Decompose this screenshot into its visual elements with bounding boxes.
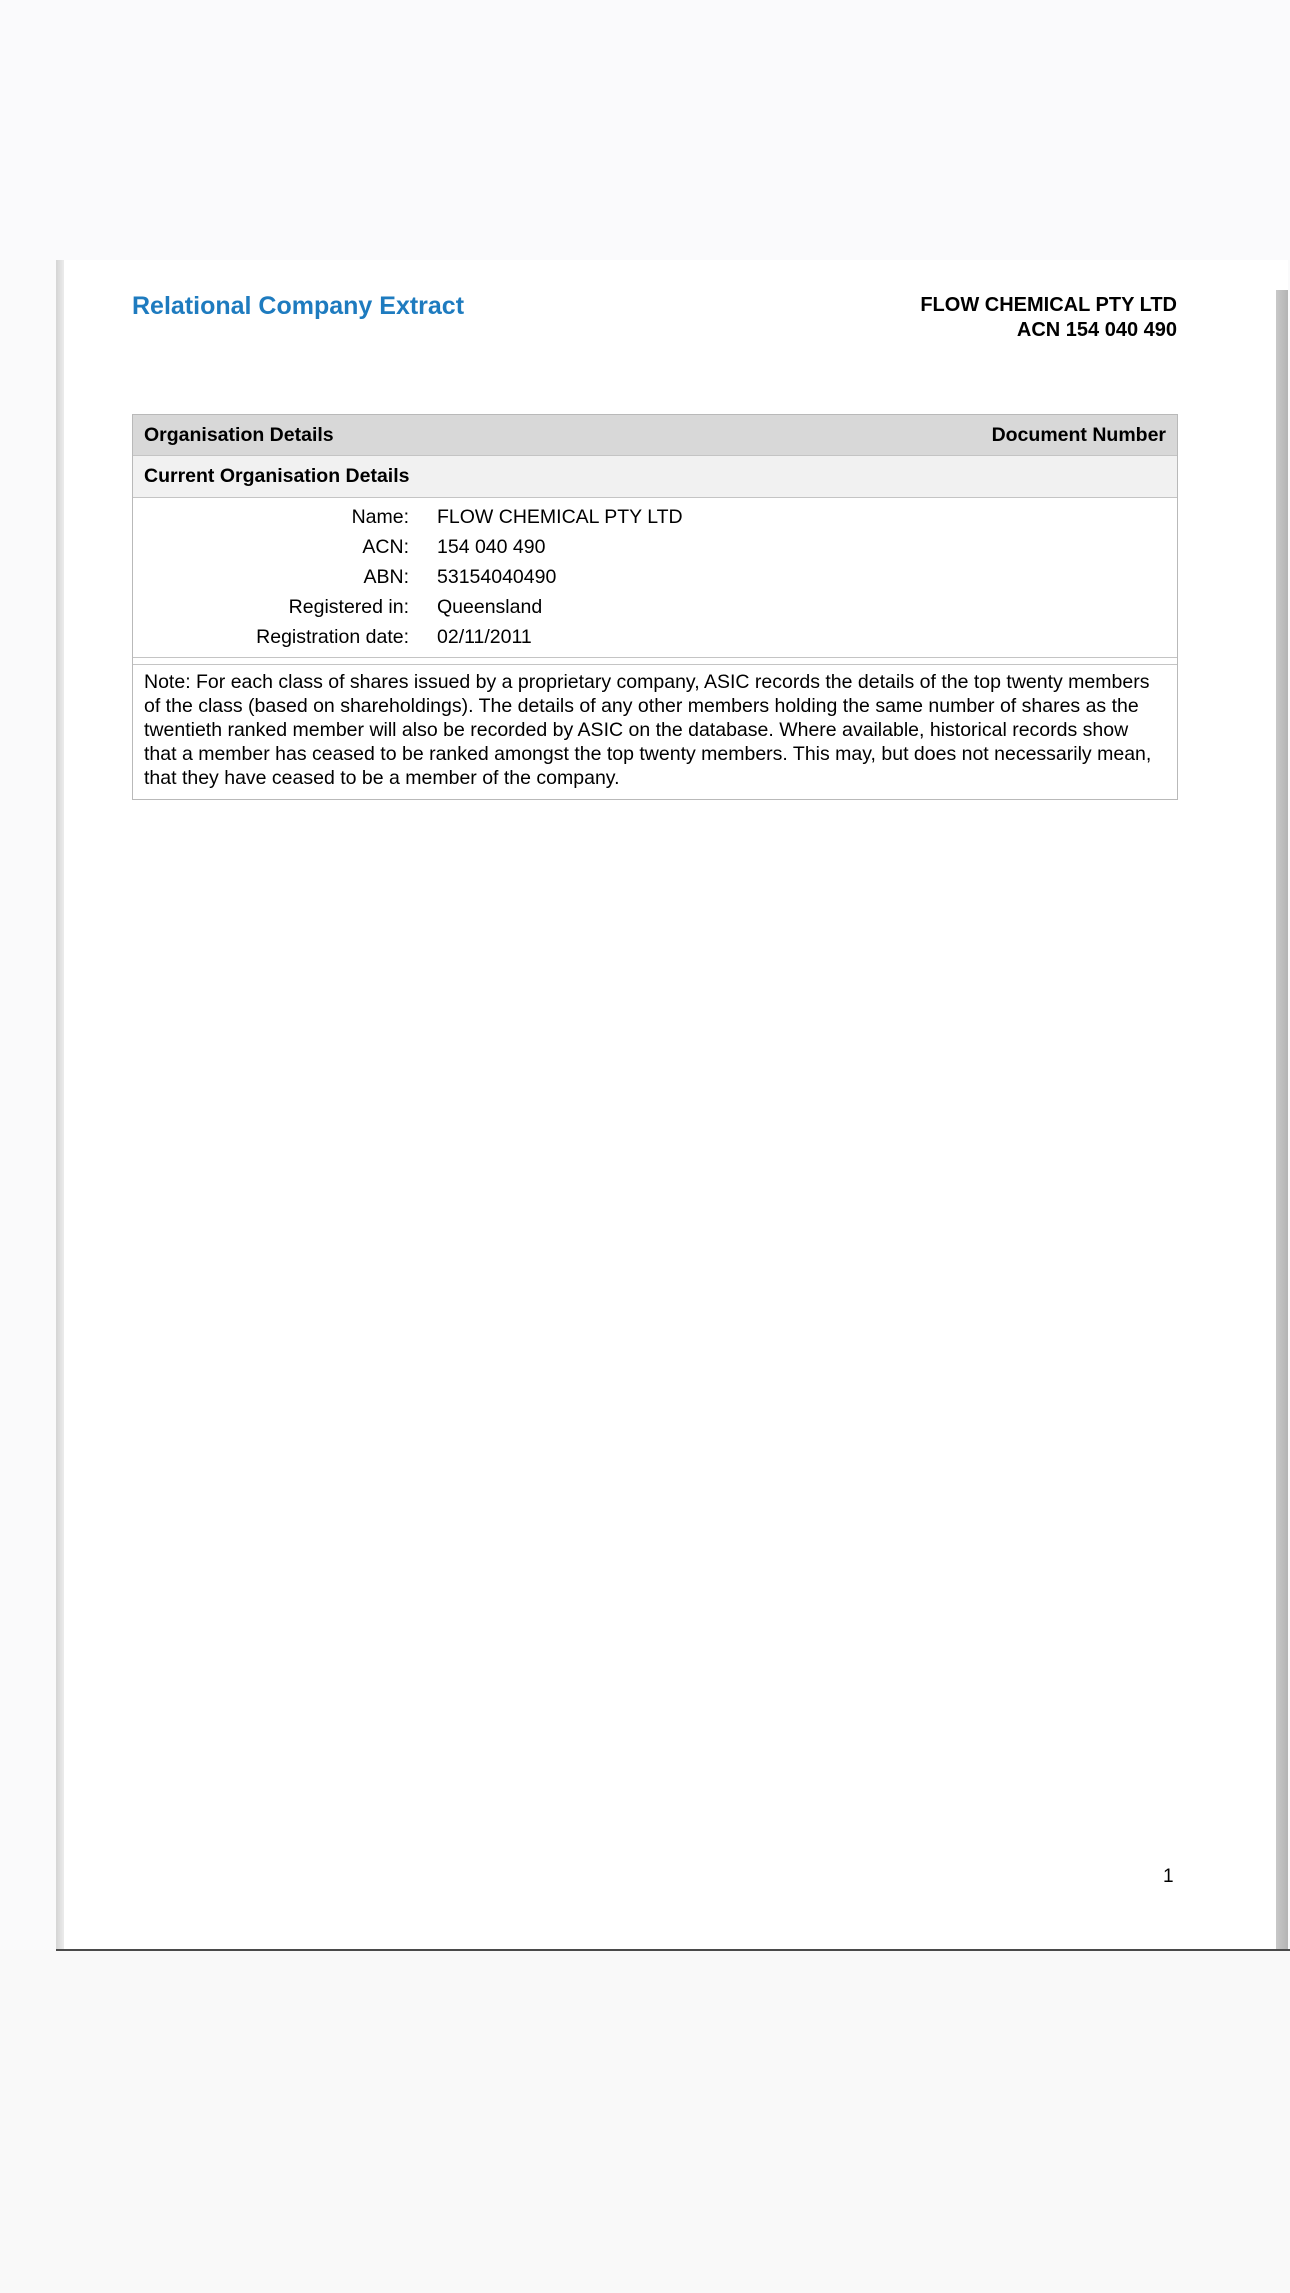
- detail-value: 02/11/2011: [437, 626, 532, 649]
- current-organisation-details-label: Current Organisation Details: [144, 465, 410, 487]
- detail-row-registration-date: [133, 623, 1177, 653]
- organisation-details-heading: Organisation Details: [144, 423, 334, 446]
- detail-value: 154 040 490: [437, 535, 546, 558]
- page-number: 1: [1163, 1866, 1174, 1887]
- detail-row-name: [133, 502, 1177, 532]
- detail-value: 53154040490: [437, 565, 557, 588]
- detail-value: FLOW CHEMICAL PTY LTD: [437, 505, 683, 528]
- company-acn: ACN 154 040 490: [1016, 319, 1177, 341]
- detail-label: ABN:: [363, 565, 409, 588]
- detail-label: Registered in:: [288, 596, 409, 619]
- detail-row-abn: [133, 562, 1177, 592]
- company-name: FLOW CHEMICAL PTY LTD: [920, 294, 1177, 316]
- shareholding-note: Note: For each class of shares issued by a proprietary company, ASIC records the details of the top twenty members of the class (based on shareholdings). The details of any other members holding the same number of shares as the twentieth ranked member will also be recorded by ASIC on the database. Where available, historical records show that a member has ceased to be ranked amongst the top twenty members. This may, but does not necessarily mean, that they have ceased to be a member of the company.: [144, 670, 1152, 789]
- detail-value: Queensland: [437, 596, 543, 619]
- detail-row-acn: [133, 532, 1177, 562]
- document-title: Relational Company Extract: [132, 292, 465, 320]
- detail-label: Registration date:: [256, 626, 409, 649]
- viewer-background-bottom: [0, 1950, 1290, 2293]
- detail-label: Name:: [351, 505, 409, 528]
- organisation-details-header: [133, 415, 1177, 456]
- detail-label: ACN:: [362, 535, 409, 558]
- document-number-heading: Document Number: [991, 423, 1166, 446]
- details-divider: [133, 658, 1177, 665]
- current-organisation-details-heading: [133, 456, 1177, 498]
- company-heading: [920, 293, 1177, 343]
- page-bottom-border: [56, 1949, 1290, 1951]
- page-left-edge: [56, 260, 64, 1950]
- organisation-details-table: [132, 414, 1178, 800]
- page-right-edge: [1276, 290, 1288, 1950]
- detail-row-registered-in: [133, 593, 1177, 623]
- viewer-background-top: [0, 0, 1290, 260]
- organisation-details-rows: [133, 498, 1177, 658]
